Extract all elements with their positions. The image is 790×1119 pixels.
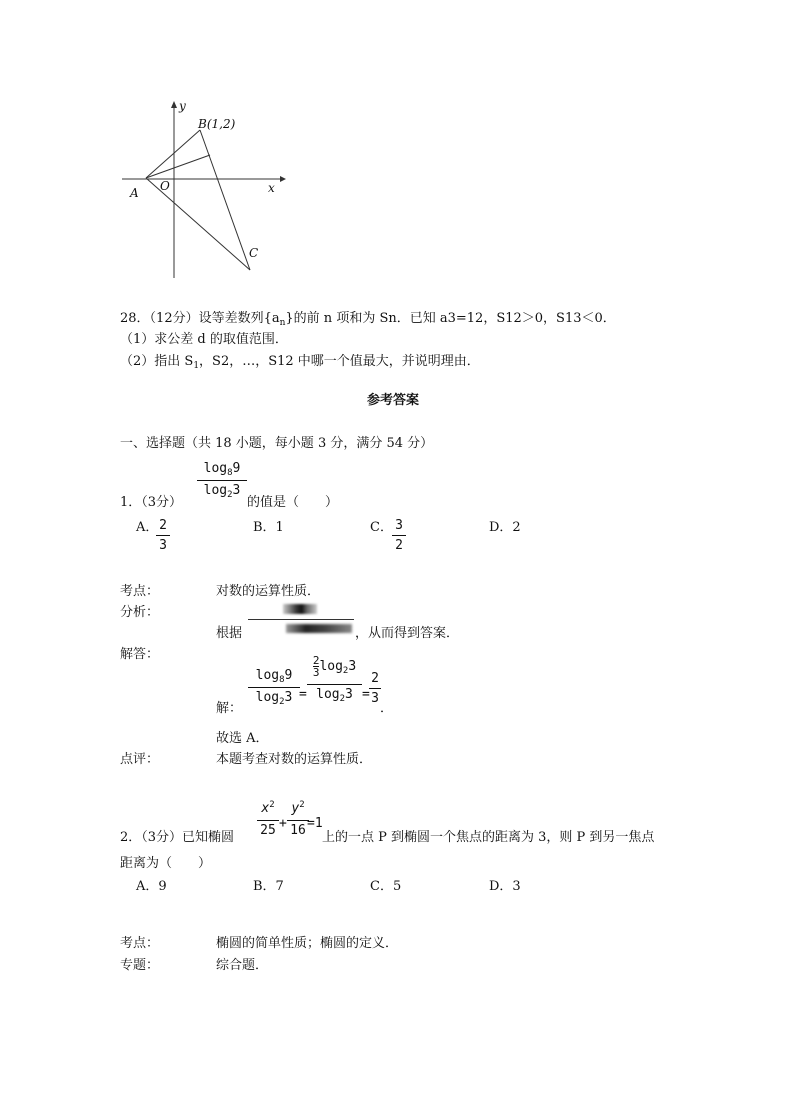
q28-stem: 28．（12分）设等差数列$\{a_n\}$的前 n 项和为 Sn．已知 a3=12，S12＞0，S13＜0．	[120, 311, 616, 328]
label-y: y	[179, 99, 186, 113]
q1-fenxi-label: 分析：	[120, 605, 160, 620]
q1-option-b: B．1	[253, 520, 284, 535]
q1-fraction: $\log_89$ $\log_23$	[197, 460, 247, 501]
q1-sol-frac2: $\frac{2}{3}$ $\log_23$ $\log_23$	[307, 655, 362, 705]
q1-sol-eq2: =	[362, 687, 370, 702]
label-o: O	[160, 179, 170, 193]
q2-line2: 距离为（ ）	[120, 856, 212, 871]
label-a: A	[130, 186, 139, 200]
q2-kaodian: 椭圆的简单性质；椭圆的定义．	[216, 936, 399, 951]
q2-frac-x: $x^2$ 25	[257, 800, 279, 839]
q1-jie: 解：	[216, 701, 243, 716]
q1-suffix: 的值是（ ）	[247, 495, 339, 510]
q1-prefix: 1．（3分）	[120, 495, 183, 510]
x-axis-arrow	[280, 176, 286, 182]
q28-part1: （1）求公差 d 的取值范围．	[120, 332, 288, 347]
y-axis-arrow	[171, 101, 177, 108]
q1-fenxi-pre: 根据	[216, 626, 243, 641]
label-b: B(1,2)	[198, 117, 236, 131]
q1-option-d: D．2	[489, 520, 521, 535]
label-x: x	[268, 181, 275, 195]
q2-kaodian-label: 考点：	[120, 936, 160, 951]
q2-option-d: D．3	[489, 879, 521, 894]
q1-option-a-frac: 2 3	[156, 517, 170, 554]
segment-bc	[200, 130, 250, 270]
q2-eq1: =1	[307, 816, 323, 831]
label-c: C	[249, 246, 259, 260]
q2-suffix: 上的一点 P 到椭圆一个焦点的距离为 3，则 P 到另一焦点	[322, 830, 655, 845]
q1-dianping: 本题考查对数的运算性质．	[216, 752, 373, 767]
q2-option-a: A．9	[136, 879, 167, 894]
q1-sol-frac1: $\log_89$ $\log_23$	[248, 667, 300, 708]
q2-prefix: 2．（3分）已知椭圆	[120, 830, 235, 845]
q1-option-a: A．	[136, 520, 159, 535]
q1-kaodian-label: 考点：	[120, 584, 160, 599]
q1-kaodian: 对数的运算性质．	[216, 584, 321, 599]
q2-frac-y: $y^2$ 16	[287, 800, 309, 839]
section1-heading: 一、选择题（共 18 小题，每小题 3 分，满分 54 分）	[120, 436, 434, 451]
q1-fenxi-formula-image	[248, 604, 354, 636]
q1-fenxi-post: ，从而得到答案．	[355, 626, 460, 641]
q2-option-b: B．7	[253, 879, 284, 894]
q2-zhuanti-label: 专题：	[120, 958, 160, 973]
q2-option-c: C．5	[370, 879, 402, 894]
q1-option-c-frac: 3 2	[392, 517, 406, 554]
q1-dianping-label: 点评：	[120, 752, 160, 767]
q1-jieda-label: 解答：	[120, 647, 160, 662]
q1-option-c: C．	[370, 520, 393, 535]
q2-plus: +	[279, 816, 287, 831]
segment-median	[146, 155, 210, 178]
triangle-figure	[118, 98, 288, 283]
q1-guxuan: 故选 A．	[216, 731, 269, 746]
segment-ab	[146, 130, 200, 178]
q2-zhuanti: 综合题．	[216, 958, 269, 973]
q1-sol-period: ．	[380, 701, 394, 716]
q28-part2: （2）指出 $S_1$，S2，…，S12 中哪一个值最大，并说明理由．	[120, 354, 480, 371]
answer-title: 参考答案	[367, 393, 420, 408]
q1-sol-result: 2 3	[369, 670, 381, 707]
q1-sol-eq1: =	[299, 687, 307, 702]
